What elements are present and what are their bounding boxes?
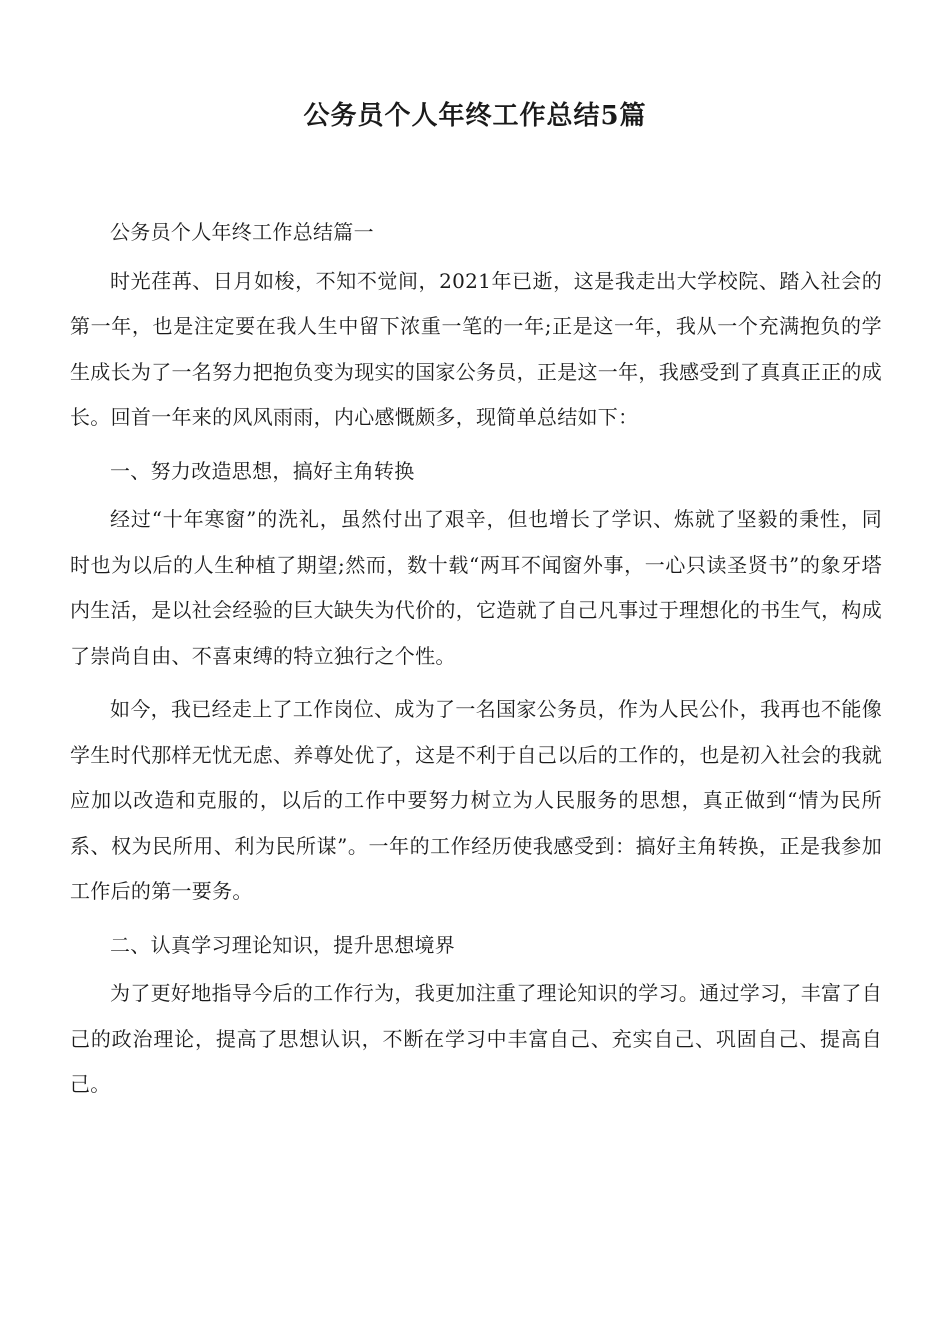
section-heading-article-one: 公务员个人年终工作总结篇一: [110, 220, 374, 244]
document-title: 公务员个人年终工作总结5篇: [303, 101, 647, 131]
section-heading-part-one: 一、努力改造思想，搞好主角转换: [110, 458, 415, 483]
paragraph-study-years: 经过“十年寒窗”的洗礼，虽然付出了艰辛，但也增长了学识、炼就了坚毅的秉性，同时也为以后的人生种植了期望;然而，数十载“两耳不闻窗外事，一心只读圣贤书”的象牙塔内生活，是以社会经验的巨大缺失为代价的，它造就了自己凡事过于理想化的书生气，构成了崇尚自由、不喜束缚的特立独行之个性。: [70, 507, 882, 668]
paragraph-intro: 时光荏苒、日月如梭，不知不觉间，2021年已逝，这是我走出大学校院、踏入社会的第一年，也是注定要在我人生中留下浓重一笔的一年;正是这一年，我从一个充满抱负的学生成长为了一名努力把抱负变为现实的国家公务员，正是这一年，我感受到了真真正正的成长。回首一年来的风风雨雨，内心感慨颇多，现简单总结如下：: [70, 268, 882, 429]
paragraph-civil-servant: 如今，我已经走上了工作岗位、成为了一名国家公务员，作为人民公仆，我再也不能像学生时代那样无忧无虑、养尊处优了，这是不利于自己以后的工作的，也是初入社会的我就应加以改造和克服的，以后的工作中要努力树立为人民服务的思想，真正做到“情为民所系、权为民所用、利为民所谋”。一年的工作经历使我感受到：搞好主角转换，正是我参加工作后的第一要务。: [70, 697, 882, 903]
document-body: [70, 210, 882, 1116]
section-heading-part-two: 二、认真学习理论知识，提升思想境界: [110, 932, 456, 957]
paragraph-theory-study: 为了更好地指导今后的工作行为，我更加注重了理论知识的学习。通过学习，丰富了自己的政治理论，提高了思想认识，不断在学习中丰富自己、充实自己、巩固自己、提高自己。: [70, 981, 882, 1096]
